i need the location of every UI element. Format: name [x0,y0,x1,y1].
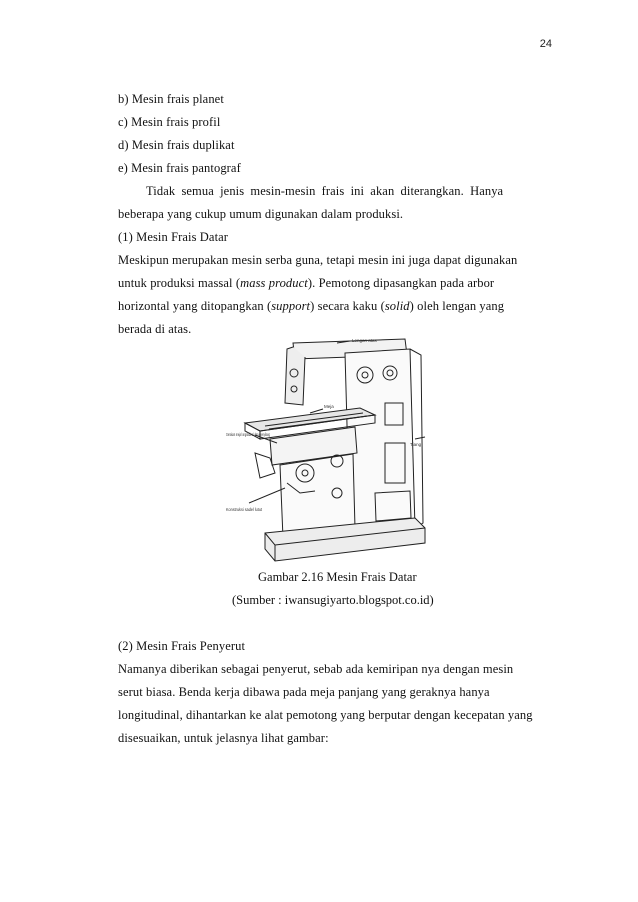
text-run: ) secara kaku ( [310,299,385,313]
list-item-d: d) Mesin frais duplikat [118,138,235,152]
paragraph-2-line-3 [118,299,504,314]
label-tiang: Tiang [410,442,422,447]
milling-machine-figure [225,333,430,566]
label-meja: Meja [324,404,334,409]
text-run: ) oleh lengan yang [409,299,505,313]
list-item-b: b) Mesin frais planet [118,92,224,106]
label-lengan-atas: Lengan atas [352,338,377,343]
label-gerakan-text: Gerakan meja longitudinal dan menyilang [226,432,271,437]
list-item-c: c) Mesin frais profil [118,115,221,129]
text-run: untuk produksi massal ( [118,276,241,290]
heading-mesin-frais-penyerut: (2) Mesin Frais Penyerut [118,639,246,653]
text-run: horizontal yang ditopangkan ( [118,299,272,313]
figure-source: (Sumber : iwansugiyarto.blogspot.co.id) [232,593,434,607]
paragraph-3-line-2: serut biasa. Benda kerja dibawa pada meja panjang yang geraknya hanya [118,685,490,699]
label-konstruksi [226,507,263,512]
italic-term: mass product [240,276,308,290]
text-run: ). Pemotong dipasangkan pada arbor [307,276,495,290]
paragraph-3-line-4: disesuaikan, untuk jelasnya lihat gambar: [118,731,329,745]
italic-term: solid [384,299,410,313]
paragraph-3-line-1: Namanya diberikan sebagai penyerut, sebab ada kemiripan nya dengan mesin [118,662,514,676]
paragraph-2-line-4: berada di atas. [118,322,192,336]
label-gerakan-meja [226,432,270,437]
heading-mesin-frais-datar: (1) Mesin Frais Datar [118,230,229,244]
list-item-e: e) Mesin frais pantograf [118,161,241,175]
label-konstruksi-text: Konstruksi sadel lutut [226,507,263,512]
page-number: 24 [539,38,552,50]
italic-term: support [271,299,311,313]
paragraph-2-line-2 [118,276,494,291]
paragraph-1-line-2: beberapa yang cukup umum digunakan dalam produksi. [118,207,404,221]
paragraph-2-line-1: Meskipun merupakan mesin serba guna, tetapi mesin ini juga dapat digunakan [118,253,518,267]
figure-caption: Gambar 2.16 Mesin Frais Datar [258,570,417,584]
paragraph-3-line-3: longitudinal, dihantarkan ke alat pemotong yang berputar dengan kecepatan yang [118,708,533,722]
paragraph-1-line-1: Tidak semua jenis mesin-mesin frais ini akan diterangkan. Hanya [146,184,504,198]
